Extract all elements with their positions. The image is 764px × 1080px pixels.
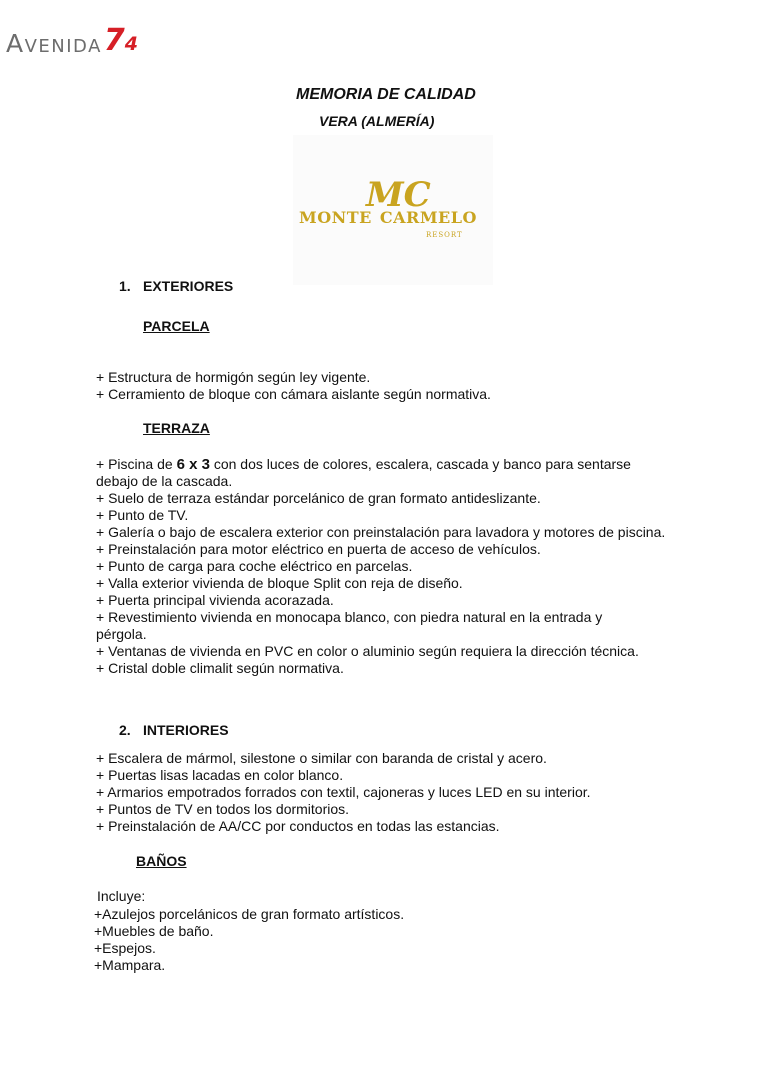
list-item: + Cristal doble climalit según normativa. bbox=[96, 660, 344, 676]
brand-word: Avenida bbox=[6, 29, 102, 58]
list-item: debajo de la cascada. bbox=[96, 473, 233, 489]
resort-name bbox=[299, 208, 477, 227]
list-item: + Estructura de hormigón según ley vigente. bbox=[96, 369, 371, 385]
section-number: 1. bbox=[119, 278, 131, 294]
banos-list bbox=[94, 906, 404, 974]
resort-monogram: MC bbox=[366, 175, 431, 215]
banos-intro: Incluye: bbox=[97, 888, 146, 904]
list-item: + Escalera de mármol, silestone o similar con baranda de cristal y acero. bbox=[96, 750, 547, 766]
piscina-post: con dos luces de colores, escalera, cascada y banco para sentarse bbox=[209, 456, 631, 472]
resort-sub: RESORT bbox=[426, 231, 463, 239]
list-item: + Galería o bajo de escalera exterior con preinstalación para lavadora y motores de piscina. bbox=[96, 524, 666, 540]
section-title: EXTERIORES bbox=[143, 278, 234, 294]
list-item: +Espejos. bbox=[94, 940, 156, 956]
section-title: INTERIORES bbox=[143, 722, 229, 738]
list-item: +Mampara. bbox=[94, 957, 166, 973]
list-item: + Suelo de terraza estándar porcelánico de gran formato antideslizante. bbox=[96, 490, 541, 506]
monte-carmelo-logo bbox=[293, 135, 493, 285]
subsection-terraza-heading: TERRAZA bbox=[143, 420, 210, 436]
interiores-list bbox=[96, 750, 591, 835]
piscina-pre: + Piscina de bbox=[96, 456, 177, 472]
section-interiores-heading bbox=[119, 722, 229, 738]
list-item bbox=[96, 456, 665, 473]
list-item: +Muebles de baño. bbox=[94, 923, 214, 939]
list-item: + Cerramiento de bloque con cámara aislante según normativa. bbox=[96, 386, 491, 402]
list-item: + Armarios empotrados forrados con textil, cajoneras y luces LED en su interior. bbox=[96, 784, 591, 800]
document-subtitle: VERA (ALMERÍA) bbox=[319, 113, 435, 129]
subsection-parcela-heading: PARCELA bbox=[143, 318, 210, 334]
list-item: + Punto de carga para coche eléctrico en parcelas. bbox=[96, 558, 413, 574]
list-item: + Preinstalación de AA/CC por conductos en todas las estancias. bbox=[96, 818, 500, 834]
document-title: MEMORIA DE CALIDAD bbox=[296, 86, 476, 103]
list-item: pérgola. bbox=[96, 626, 147, 642]
brand-number-big: 7 bbox=[103, 23, 125, 58]
list-item: + Puerta principal vivienda acorazada. bbox=[96, 592, 334, 608]
list-item: + Preinstalación para motor eléctrico en puerta de acceso de vehículos. bbox=[96, 541, 541, 557]
brand-number bbox=[103, 23, 139, 58]
list-item: + Revestimiento vivienda en monocapa blanco, con piedra natural en la entrada y bbox=[96, 609, 603, 625]
brand-number-small: 4 bbox=[124, 33, 139, 55]
section-number: 2. bbox=[119, 722, 131, 738]
list-item: + Ventanas de vivienda en PVC en color o aluminio según requiera la dirección técnica. bbox=[96, 643, 639, 659]
list-item: + Valla exterior vivienda de bloque Split con reja de diseño. bbox=[96, 575, 463, 591]
list-item: + Punto de TV. bbox=[96, 507, 189, 523]
terraza-list bbox=[96, 456, 665, 677]
parcela-list bbox=[96, 369, 491, 403]
list-item: + Puertas lisas lacadas en color blanco. bbox=[96, 767, 344, 783]
list-item: +Azulejos porcelánicos de gran formato artísticos. bbox=[94, 906, 405, 922]
section-exteriores-heading bbox=[119, 278, 233, 294]
piscina-size: 6 x 3 bbox=[176, 456, 210, 473]
avenida74-logo bbox=[6, 24, 138, 56]
list-item: + Puntos de TV en todos los dormitorios. bbox=[96, 801, 350, 817]
resort-name-1: MONTE bbox=[299, 208, 372, 227]
subsection-banos-heading: BAÑOS bbox=[136, 853, 187, 869]
resort-name-2: CARMELO bbox=[379, 208, 477, 227]
